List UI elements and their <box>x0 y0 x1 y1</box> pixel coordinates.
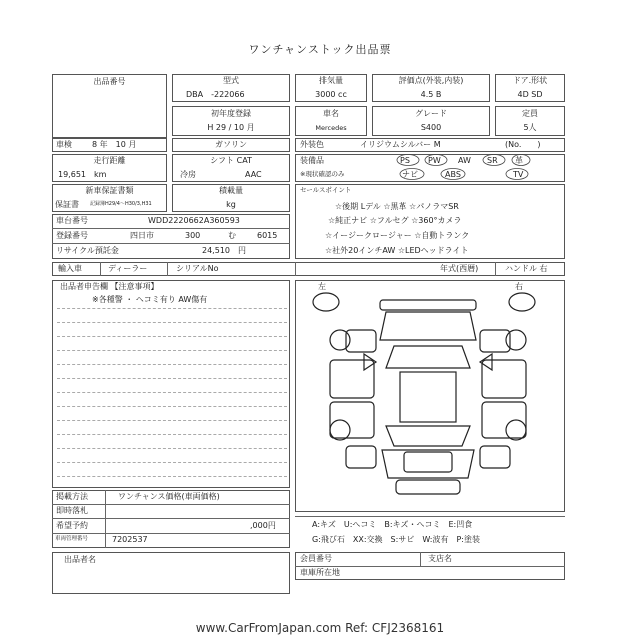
equip-leather: 革 <box>515 156 523 165</box>
sale-point-2: ☆純正ナビ ☆フルセグ ☆360°カメラ <box>328 216 462 225</box>
displacement-value: 3000 cc <box>315 90 347 99</box>
fuel-value: ガソリン <box>215 140 247 149</box>
car-name-label: 車名 <box>323 109 339 118</box>
car-name-value: Mercedes <box>315 124 347 132</box>
serial-label: シリアルNo <box>176 264 219 273</box>
grade-value: S400 <box>420 123 442 132</box>
notes-label: 出品者申告欄 【注意事項】 <box>60 282 159 291</box>
car-damage-diagram <box>300 290 560 508</box>
equip-navi: ナビ <box>402 170 418 179</box>
seller-label: 出品者名 <box>64 555 96 564</box>
model-year-label: 年式(西暦) <box>440 264 479 273</box>
sheet-title: ワンチャンストック出品票 <box>248 43 392 56</box>
sale-point-4: ☆社外20インチAW ☆LEDヘッドライト <box>325 246 469 255</box>
notes-line-1: ※各種警 ・ ヘコミ有り AW傷有 <box>92 295 208 304</box>
footer-ref: www.CarFromJapan.com Ref: CFJ2368161 <box>195 621 445 635</box>
aircon-label: 冷房 <box>180 170 196 179</box>
load-value: kg <box>226 200 236 209</box>
branch-label: 支店名 <box>428 554 452 563</box>
displacement-label: 排気量 <box>319 76 343 85</box>
chassis-value: WDD2220662A360593 <box>148 216 240 225</box>
import-value: ディーラー <box>108 264 148 273</box>
expected-label: 希望予約 <box>56 521 88 530</box>
instant-label: 即時落札 <box>56 506 88 515</box>
sale-point-3: ☆イージークロージャー ☆自動トランク <box>325 231 470 240</box>
equip-tv: TV <box>513 170 524 179</box>
aircon-value: AAC <box>245 170 262 179</box>
mgmt-label: 車両管理番号 <box>55 536 89 542</box>
doors-value: 4D SD <box>517 90 543 99</box>
diagram-left-label: 左 <box>318 282 326 291</box>
reg-label: 登録番号 <box>56 231 88 240</box>
legend-row-1: A:キズ U:へコミ B:キズ・へコミ E:凹食 <box>312 520 473 529</box>
model-label: 型式 <box>223 76 239 85</box>
recycle-label: リサイクル預託金 <box>56 246 119 255</box>
method-label: 掲載方法 <box>56 492 88 501</box>
sale-points-label: セールスポイント <box>300 186 352 194</box>
warranty-sub: 保証書 <box>55 200 79 209</box>
mgmt-value: 7202537 <box>112 535 148 544</box>
score-label: 評価点(外装,内装) <box>398 76 464 85</box>
doors-label: ドア.形状 <box>512 76 548 85</box>
reg-area: 四日市 <box>130 231 154 240</box>
equip-pw: PW <box>428 156 441 165</box>
diagram-right-label: 右 <box>515 282 523 291</box>
grade-label: グレード <box>415 109 447 118</box>
equip-ps: PS <box>400 156 410 165</box>
capacity-label: 定員 <box>522 109 538 118</box>
model-value: DBA -222066 <box>186 90 245 99</box>
lot-number-label: 出品番号 <box>93 77 126 86</box>
mileage-value: 19,651 km <box>58 170 107 179</box>
first-reg-label: 初年度登録 <box>211 109 251 118</box>
notes-box <box>52 280 290 488</box>
inspection-value: 8 年 10 月 <box>92 140 137 149</box>
method-value: ワンチャンス価格(車両価格) <box>118 492 220 501</box>
recycle-value: 24,510 円 <box>202 246 246 255</box>
equip-abs: ABS <box>445 170 461 179</box>
color-number: (No. ) <box>505 140 541 149</box>
handle-label: ハンドル 右 <box>505 264 548 273</box>
expected-value: ,000円 <box>250 521 276 530</box>
equipment-label: 装備品 <box>300 156 324 165</box>
member-label: 会員番号 <box>300 554 332 563</box>
equip-aw: AW <box>458 156 471 165</box>
warranty-value: 記録簿H29/4～H30/3,H31 <box>90 201 152 207</box>
reg-class: 300 <box>185 231 201 240</box>
exterior-color-value: イリジウムシルバー M <box>360 140 441 149</box>
load-label: 積載量 <box>219 186 243 195</box>
capacity-value: 5人 <box>523 123 537 132</box>
mileage-label: 走行距離 <box>93 156 126 165</box>
equipment-circles <box>395 152 545 182</box>
chassis-label: 車台番号 <box>56 216 88 225</box>
score-value: 4.5 B <box>420 90 442 99</box>
garage-label: 車庫所在地 <box>300 568 340 577</box>
shift-label: シフト CAT <box>210 156 252 165</box>
import-label: 輸入車 <box>58 264 82 273</box>
equip-sr: SR <box>487 156 498 165</box>
reg-kana: む <box>228 231 236 240</box>
exterior-color-label: 外装色 <box>300 140 324 149</box>
legend-row-2: G:飛び石 XX:交換 S:サビ W:波有 P:塗装 <box>312 535 480 544</box>
warranty-label: 新車保証書類 <box>85 186 134 195</box>
equipment-note: ※現状確認のみ <box>300 170 345 178</box>
first-reg-value: H 29 / 10 月 <box>207 123 255 132</box>
sale-point-1: ☆後期 Lデル ☆黒革 ☆パノラマSR <box>335 202 459 211</box>
reg-number: 6015 <box>257 231 278 240</box>
inspection-label: 車検 <box>56 140 72 149</box>
